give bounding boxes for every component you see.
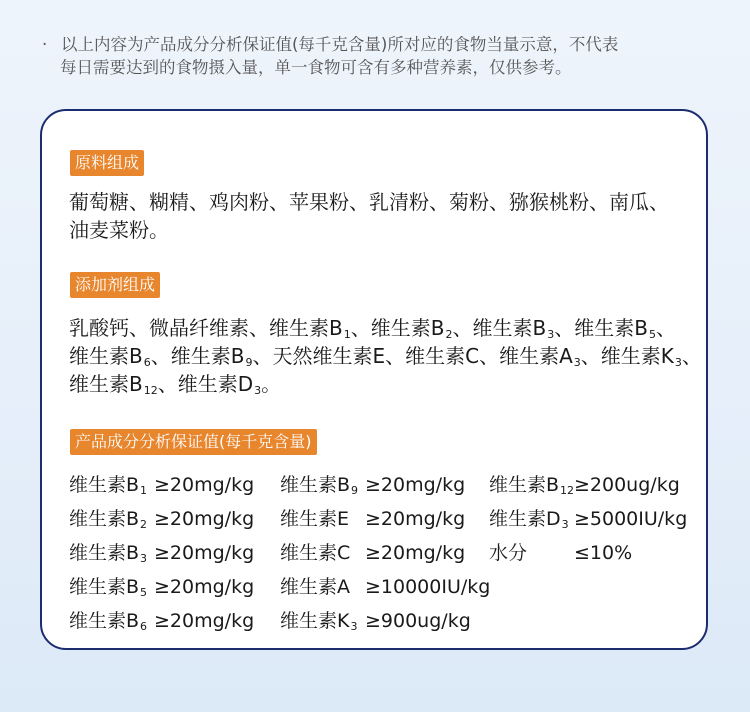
additives-segment: 、维生素B (150, 344, 245, 368)
additives-line-1 (69, 314, 694, 342)
additives-segment: 。 (261, 372, 282, 396)
subscript: 1 (140, 484, 148, 497)
nutrient-value: ≥5000IU/kg (574, 508, 688, 530)
nutrient-name (280, 468, 365, 502)
subscript: 3 (350, 620, 358, 633)
additives-segment: 、维生素B (554, 316, 648, 340)
additives-segment: 乳酸钙、微晶纤维素、维生素B (69, 316, 343, 340)
nutrient-name (280, 536, 365, 570)
guarantee-cell (280, 570, 490, 604)
nutrient-label: 维生素E (280, 508, 350, 530)
nutrient-label: 维生素B (69, 576, 140, 598)
nutrient-label: 维生素A (280, 576, 350, 598)
nutrient-name (69, 536, 154, 570)
subscript: 12 (560, 484, 575, 497)
nutrient-label: 维生素C (280, 542, 351, 564)
nutrient-name (69, 604, 154, 638)
additives-segment: 、 (681, 344, 702, 368)
nutrient-name (69, 570, 154, 604)
nutrient-value: ≥20mg/kg (154, 610, 255, 632)
nutrient-value: ≥20mg/kg (154, 576, 255, 598)
subscript: 5 (140, 586, 148, 599)
nutrient-name (280, 570, 365, 604)
subscript: 1 (343, 328, 351, 341)
guarantee-tag: 产品成分分析保证值(每千克含量) (70, 429, 317, 455)
guarantee-cell (69, 502, 254, 536)
subscript: 3 (140, 552, 148, 565)
additives-segment: 、维生素D (157, 372, 254, 396)
guarantee-cell (69, 570, 254, 604)
note-bullet: · (42, 35, 48, 54)
guarantee-cell (69, 604, 254, 638)
nutrient-value: ≥900ug/kg (365, 610, 471, 632)
ingredients-text (69, 188, 694, 244)
guarantee-cell (489, 468, 680, 502)
nutrient-value: ≥10000IU/kg (365, 576, 491, 598)
nutrient-label: 维生素B (69, 542, 140, 564)
nutrient-label: 水分 (489, 542, 528, 564)
nutrient-label: 维生素B (489, 474, 560, 496)
subscript: 3 (674, 356, 682, 369)
ingredient-card (40, 109, 708, 650)
nutrient-label: 维生素K (280, 610, 350, 632)
subscript: 5 (648, 328, 656, 341)
additives-segment: 维生素B (69, 372, 143, 396)
note-line-1: 以上内容为产品成分分析保证值(每千克含量)所对应的食物当量示意，不代表 (61, 35, 619, 54)
subscript: 2 (140, 518, 148, 531)
additives-line-3 (69, 370, 694, 398)
note-line-2: 每日需要达到的食物摄入量，单一食物可含有多种营养素，仅供参考。 (60, 58, 572, 77)
guarantee-cell (489, 502, 687, 536)
nutrient-value: ≥20mg/kg (154, 542, 255, 564)
nutrient-name (280, 502, 365, 536)
nutrient-label: 维生素B (280, 474, 351, 496)
additives-segment: 、维生素B (350, 316, 445, 340)
additives-line-2 (69, 342, 702, 370)
nutrient-name (489, 502, 574, 536)
nutrient-value: ≥20mg/kg (365, 542, 466, 564)
subscript: 3 (547, 328, 555, 341)
additives-segment: 、维生素B (452, 316, 547, 340)
additives-text (69, 314, 702, 398)
nutrient-label: 维生素B (69, 610, 140, 632)
ingredients-line-1: 葡萄糖、糊精、鸡肉粉、苹果粉、乳清粉、菊粉、猕猴桃粉、南瓜、 (69, 190, 669, 214)
additives-segment: 、天然维生素E、维生素C、维生素A (252, 344, 573, 368)
nutrient-name (280, 604, 365, 638)
subscript: 2 (445, 328, 453, 341)
subscript: 3 (573, 356, 581, 369)
nutrient-value: ≤10% (574, 542, 633, 564)
ingredients-line-2: 油麦菜粉。 (69, 218, 169, 242)
nutrient-value: ≥200ug/kg (574, 474, 680, 496)
nutrient-value: ≥20mg/kg (154, 474, 255, 496)
additives-segment: 维生素B (69, 344, 143, 368)
nutrient-name (489, 468, 574, 502)
subscript: 6 (143, 356, 151, 369)
nutrient-value: ≥20mg/kg (365, 474, 466, 496)
nutrient-name (489, 536, 574, 570)
subscript: 12 (143, 384, 158, 397)
guarantee-cell (280, 536, 465, 570)
disclaimer-note (42, 33, 712, 79)
guarantee-cell (69, 536, 254, 570)
nutrient-label: 维生素B (69, 508, 140, 530)
additives-tag: 添加剂组成 (70, 272, 160, 298)
nutrient-value: ≥20mg/kg (365, 508, 466, 530)
guarantee-cell (280, 604, 471, 638)
subscript: 9 (245, 356, 253, 369)
nutrient-label: 维生素D (489, 508, 561, 530)
guarantee-cell (280, 502, 465, 536)
guarantee-cell (489, 536, 632, 570)
additives-segment: 、 (655, 316, 676, 340)
nutrient-name (69, 468, 154, 502)
nutrient-value: ≥20mg/kg (154, 508, 255, 530)
ingredients-tag: 原料组成 (70, 150, 144, 176)
additives-segment: 、维生素K (580, 344, 674, 368)
subscript: 3 (254, 384, 262, 397)
subscript: 9 (351, 484, 359, 497)
guarantee-cell (69, 468, 254, 502)
nutrient-label: 维生素B (69, 474, 140, 496)
subscript: 6 (140, 620, 148, 633)
nutrient-name (69, 502, 154, 536)
subscript: 3 (561, 518, 569, 531)
guarantee-cell (280, 468, 465, 502)
